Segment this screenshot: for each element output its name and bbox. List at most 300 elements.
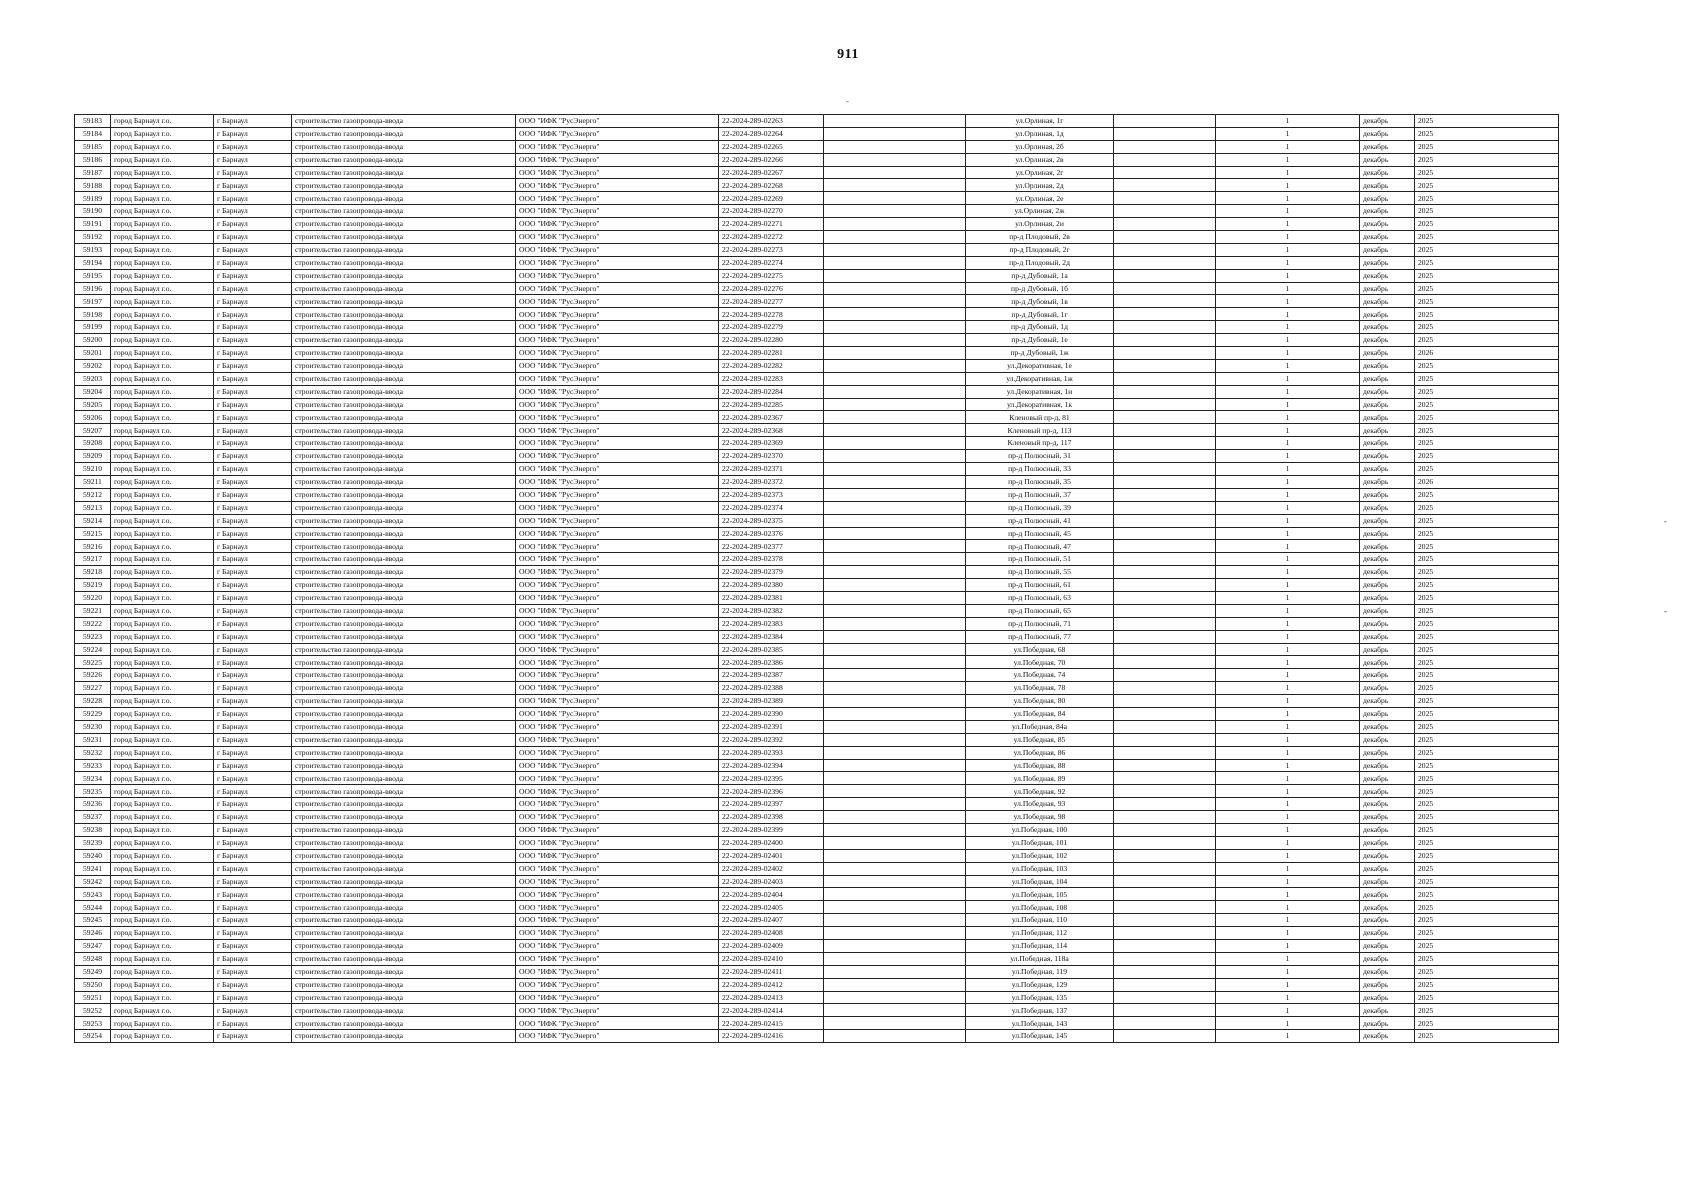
row-code: 22-2024-289-02396 xyxy=(719,785,824,798)
row-address: ул.Победная, 143 xyxy=(966,1017,1114,1030)
row-qty: 1 xyxy=(1216,720,1360,733)
row-qty: 1 xyxy=(1216,811,1360,824)
row-year: 2025 xyxy=(1415,720,1559,733)
row-district: город Барнаул г.о. xyxy=(111,411,214,424)
row-month: декабрь xyxy=(1360,733,1415,746)
row-code: 22-2024-289-02276 xyxy=(719,282,824,295)
row-address: ул.Победная, 114 xyxy=(966,940,1114,953)
row-year: 2025 xyxy=(1415,669,1559,682)
row-company: ООО "ИФК "РусЭнерго" xyxy=(516,153,719,166)
row-empty-cell xyxy=(824,179,966,192)
table-row xyxy=(75,488,1559,501)
row-address: пр-д Полюсный, 45 xyxy=(966,527,1114,540)
row-address: ул.Победная, 74 xyxy=(966,669,1114,682)
row-work: строительство газопровода-ввода xyxy=(292,450,516,463)
row-settlement: г Барнаул xyxy=(214,978,292,991)
table-row xyxy=(75,746,1559,759)
row-code: 22-2024-289-02388 xyxy=(719,682,824,695)
row-id: 59206 xyxy=(75,411,111,424)
row-empty-cell xyxy=(824,965,966,978)
row-month: декабрь xyxy=(1360,991,1415,1004)
table-row xyxy=(75,566,1559,579)
table-row xyxy=(75,604,1559,617)
row-empty-cell xyxy=(1114,965,1216,978)
row-address: ул.Декоративная, 1к xyxy=(966,398,1114,411)
row-code: 22-2024-289-02400 xyxy=(719,836,824,849)
row-empty-cell xyxy=(1114,591,1216,604)
row-empty-cell xyxy=(1114,991,1216,1004)
row-empty-cell xyxy=(1114,140,1216,153)
row-address: ул.Победная, 85 xyxy=(966,733,1114,746)
row-work: строительство газопровода-ввода xyxy=(292,772,516,785)
row-empty-cell xyxy=(824,656,966,669)
row-qty: 1 xyxy=(1216,643,1360,656)
row-district: город Барнаул г.о. xyxy=(111,385,214,398)
row-empty-cell xyxy=(1114,514,1216,527)
row-id: 59215 xyxy=(75,527,111,540)
table-row xyxy=(75,823,1559,836)
table-row xyxy=(75,759,1559,772)
row-code: 22-2024-289-02374 xyxy=(719,501,824,514)
row-qty: 1 xyxy=(1216,772,1360,785)
row-settlement: г Барнаул xyxy=(214,372,292,385)
row-year: 2025 xyxy=(1415,836,1559,849)
row-id: 59197 xyxy=(75,295,111,308)
row-empty-cell xyxy=(824,914,966,927)
row-district: город Барнаул г.о. xyxy=(111,978,214,991)
row-year: 2025 xyxy=(1415,514,1559,527)
row-district: город Барнаул г.о. xyxy=(111,269,214,282)
row-district: город Барнаул г.о. xyxy=(111,591,214,604)
row-settlement: г Барнаул xyxy=(214,785,292,798)
row-address: ул.Победная, 84 xyxy=(966,707,1114,720)
row-id: 59213 xyxy=(75,501,111,514)
row-empty-cell xyxy=(824,759,966,772)
row-company: ООО "ИФК "РусЭнерго" xyxy=(516,347,719,360)
row-qty: 1 xyxy=(1216,952,1360,965)
row-settlement: г Барнаул xyxy=(214,553,292,566)
row-qty: 1 xyxy=(1216,398,1360,411)
row-year: 2025 xyxy=(1415,218,1559,231)
table-row xyxy=(75,347,1559,360)
row-address: пр-д Дубовый, 1а xyxy=(966,269,1114,282)
row-work: строительство газопровода-ввода xyxy=(292,901,516,914)
row-company: ООО "ИФК "РусЭнерго" xyxy=(516,127,719,140)
row-district: город Барнаул г.о. xyxy=(111,398,214,411)
row-code: 22-2024-289-02263 xyxy=(719,115,824,128)
row-code: 22-2024-289-02382 xyxy=(719,604,824,617)
row-company: ООО "ИФК "РусЭнерго" xyxy=(516,695,719,708)
row-qty: 1 xyxy=(1216,540,1360,553)
row-empty-cell xyxy=(1114,540,1216,553)
row-month: декабрь xyxy=(1360,978,1415,991)
row-month: декабрь xyxy=(1360,321,1415,334)
row-address: Кленовый пр-д, 81 xyxy=(966,411,1114,424)
row-address: ул.Победная, 93 xyxy=(966,798,1114,811)
row-district: город Барнаул г.о. xyxy=(111,540,214,553)
row-qty: 1 xyxy=(1216,115,1360,128)
row-month: декабрь xyxy=(1360,140,1415,153)
row-code: 22-2024-289-02278 xyxy=(719,308,824,321)
table-row xyxy=(75,888,1559,901)
row-work: строительство газопровода-ввода xyxy=(292,695,516,708)
row-empty-cell xyxy=(824,166,966,179)
table-row xyxy=(75,424,1559,437)
row-code: 22-2024-289-02380 xyxy=(719,579,824,592)
row-qty: 1 xyxy=(1216,630,1360,643)
row-code: 22-2024-289-02405 xyxy=(719,901,824,914)
row-id: 59184 xyxy=(75,127,111,140)
row-year: 2025 xyxy=(1415,888,1559,901)
row-company: ООО "ИФК "РусЭнерго" xyxy=(516,282,719,295)
row-company: ООО "ИФК "РусЭнерго" xyxy=(516,372,719,385)
row-id: 59196 xyxy=(75,282,111,295)
row-address: пр-д Дубовый, 1ж xyxy=(966,347,1114,360)
row-id: 59243 xyxy=(75,888,111,901)
row-work: строительство газопровода-ввода xyxy=(292,192,516,205)
row-empty-cell xyxy=(824,372,966,385)
row-empty-cell xyxy=(1114,398,1216,411)
row-address: ул.Орлиная, 1д xyxy=(966,127,1114,140)
row-district: город Барнаул г.о. xyxy=(111,347,214,360)
table-row xyxy=(75,308,1559,321)
row-month: декабрь xyxy=(1360,746,1415,759)
row-qty: 1 xyxy=(1216,488,1360,501)
row-qty: 1 xyxy=(1216,682,1360,695)
row-address: ул.Победная, 119 xyxy=(966,965,1114,978)
row-id: 59221 xyxy=(75,604,111,617)
row-district: город Барнаул г.о. xyxy=(111,321,214,334)
row-qty: 1 xyxy=(1216,849,1360,862)
row-id: 59214 xyxy=(75,514,111,527)
row-empty-cell xyxy=(824,1030,966,1043)
table-row xyxy=(75,527,1559,540)
row-year: 2025 xyxy=(1415,604,1559,617)
row-company: ООО "ИФК "РусЭнерго" xyxy=(516,308,719,321)
row-district: город Барнаул г.о. xyxy=(111,914,214,927)
row-year: 2025 xyxy=(1415,385,1559,398)
row-company: ООО "ИФК "РусЭнерго" xyxy=(516,179,719,192)
table-row xyxy=(75,321,1559,334)
row-year: 2025 xyxy=(1415,707,1559,720)
row-month: декабрь xyxy=(1360,372,1415,385)
row-empty-cell xyxy=(824,437,966,450)
table-row xyxy=(75,656,1559,669)
row-month: декабрь xyxy=(1360,823,1415,836)
table-row xyxy=(75,115,1559,128)
row-work: строительство газопровода-ввода xyxy=(292,991,516,1004)
table-row xyxy=(75,720,1559,733)
row-company: ООО "ИФК "РусЭнерго" xyxy=(516,772,719,785)
row-code: 22-2024-289-02280 xyxy=(719,334,824,347)
row-settlement: г Барнаул xyxy=(214,437,292,450)
table-row xyxy=(75,243,1559,256)
row-district: город Барнаул г.о. xyxy=(111,424,214,437)
row-district: город Барнаул г.о. xyxy=(111,862,214,875)
row-code: 22-2024-289-02283 xyxy=(719,372,824,385)
row-year: 2025 xyxy=(1415,991,1559,1004)
row-empty-cell xyxy=(1114,798,1216,811)
row-work: строительство газопровода-ввода xyxy=(292,875,516,888)
row-district: город Барнаул г.о. xyxy=(111,153,214,166)
row-empty-cell xyxy=(824,927,966,940)
row-year: 2025 xyxy=(1415,862,1559,875)
row-district: город Барнаул г.о. xyxy=(111,965,214,978)
row-code: 22-2024-289-02272 xyxy=(719,231,824,244)
row-qty: 1 xyxy=(1216,192,1360,205)
row-month: декабрь xyxy=(1360,888,1415,901)
row-empty-cell xyxy=(1114,475,1216,488)
row-district: город Барнаул г.о. xyxy=(111,553,214,566)
row-empty-cell xyxy=(1114,630,1216,643)
row-work: строительство газопровода-ввода xyxy=(292,682,516,695)
row-id: 59224 xyxy=(75,643,111,656)
row-empty-cell xyxy=(1114,256,1216,269)
row-address: пр-д Полюсный, 61 xyxy=(966,579,1114,592)
row-year: 2025 xyxy=(1415,553,1559,566)
row-address: ул.Орлиная, 2д xyxy=(966,179,1114,192)
row-code: 22-2024-289-02391 xyxy=(719,720,824,733)
row-work: строительство газопровода-ввода xyxy=(292,308,516,321)
row-empty-cell xyxy=(824,940,966,953)
row-empty-cell xyxy=(824,347,966,360)
row-id: 59252 xyxy=(75,1004,111,1017)
row-year: 2025 xyxy=(1415,282,1559,295)
row-work: строительство газопровода-ввода xyxy=(292,527,516,540)
row-qty: 1 xyxy=(1216,347,1360,360)
row-settlement: г Барнаул xyxy=(214,424,292,437)
row-settlement: г Барнаул xyxy=(214,231,292,244)
row-address: пр-д Полюсный, 77 xyxy=(966,630,1114,643)
table-row xyxy=(75,334,1559,347)
row-work: строительство газопровода-ввода xyxy=(292,372,516,385)
row-month: декабрь xyxy=(1360,695,1415,708)
row-address: ул.Орлиная, 2е xyxy=(966,192,1114,205)
row-company: ООО "ИФК "РусЭнерго" xyxy=(516,707,719,720)
row-empty-cell xyxy=(1114,127,1216,140)
row-year: 2025 xyxy=(1415,798,1559,811)
row-work: строительство газопровода-ввода xyxy=(292,888,516,901)
row-year: 2025 xyxy=(1415,785,1559,798)
row-work: строительство газопровода-ввода xyxy=(292,256,516,269)
row-work: строительство газопровода-ввода xyxy=(292,463,516,476)
row-address: ул.Победная, 137 xyxy=(966,1004,1114,1017)
row-district: город Барнаул г.о. xyxy=(111,707,214,720)
row-empty-cell xyxy=(1114,643,1216,656)
row-empty-cell xyxy=(1114,759,1216,772)
row-empty-cell xyxy=(1114,604,1216,617)
row-settlement: г Барнаул xyxy=(214,282,292,295)
row-id: 59235 xyxy=(75,785,111,798)
row-work: строительство газопровода-ввода xyxy=(292,514,516,527)
row-settlement: г Барнаул xyxy=(214,527,292,540)
row-month: декабрь xyxy=(1360,901,1415,914)
table-row xyxy=(75,256,1559,269)
table-row xyxy=(75,179,1559,192)
table-row xyxy=(75,617,1559,630)
row-district: город Барнаул г.о. xyxy=(111,836,214,849)
row-company: ООО "ИФК "РусЭнерго" xyxy=(516,978,719,991)
row-id: 59237 xyxy=(75,811,111,824)
row-address: пр-д Полюсный, 55 xyxy=(966,566,1114,579)
row-year: 2025 xyxy=(1415,321,1559,334)
row-district: город Барнаул г.о. xyxy=(111,630,214,643)
row-empty-cell xyxy=(1114,243,1216,256)
row-year: 2025 xyxy=(1415,759,1559,772)
row-company: ООО "ИФК "РусЭнерго" xyxy=(516,811,719,824)
row-empty-cell xyxy=(824,282,966,295)
row-settlement: г Барнаул xyxy=(214,733,292,746)
row-empty-cell xyxy=(1114,166,1216,179)
row-qty: 1 xyxy=(1216,256,1360,269)
table-row xyxy=(75,591,1559,604)
row-empty-cell xyxy=(1114,411,1216,424)
row-address: пр-д Полюсный, 37 xyxy=(966,488,1114,501)
row-district: город Барнаул г.о. xyxy=(111,1017,214,1030)
row-empty-cell xyxy=(824,385,966,398)
row-address: ул.Победная, 70 xyxy=(966,656,1114,669)
row-empty-cell xyxy=(1114,849,1216,862)
row-settlement: г Барнаул xyxy=(214,514,292,527)
row-empty-cell xyxy=(1114,385,1216,398)
row-empty-cell xyxy=(824,875,966,888)
row-settlement: г Барнаул xyxy=(214,811,292,824)
row-district: город Барнаул г.о. xyxy=(111,359,214,372)
row-month: декабрь xyxy=(1360,218,1415,231)
row-year: 2025 xyxy=(1415,875,1559,888)
row-qty: 1 xyxy=(1216,798,1360,811)
row-year: 2025 xyxy=(1415,501,1559,514)
row-empty-cell xyxy=(824,617,966,630)
row-settlement: г Барнаул xyxy=(214,540,292,553)
row-month: декабрь xyxy=(1360,359,1415,372)
row-empty-cell xyxy=(824,140,966,153)
row-settlement: г Барнаул xyxy=(214,566,292,579)
row-work: строительство газопровода-ввода xyxy=(292,411,516,424)
row-year: 2025 xyxy=(1415,295,1559,308)
row-year: 2025 xyxy=(1415,527,1559,540)
row-year: 2025 xyxy=(1415,1017,1559,1030)
row-address: ул.Орлиная, 1г xyxy=(966,115,1114,128)
row-month: декабрь xyxy=(1360,553,1415,566)
row-empty-cell xyxy=(824,991,966,1004)
row-company: ООО "ИФК "РусЭнерго" xyxy=(516,965,719,978)
row-id: 59193 xyxy=(75,243,111,256)
row-settlement: г Барнаул xyxy=(214,952,292,965)
row-district: город Барнаул г.о. xyxy=(111,669,214,682)
row-qty: 1 xyxy=(1216,127,1360,140)
row-district: город Барнаул г.о. xyxy=(111,991,214,1004)
row-district: город Барнаул г.о. xyxy=(111,772,214,785)
row-empty-cell xyxy=(1114,1004,1216,1017)
row-qty: 1 xyxy=(1216,424,1360,437)
table-row xyxy=(75,501,1559,514)
row-empty-cell xyxy=(824,604,966,617)
row-code: 22-2024-289-02384 xyxy=(719,630,824,643)
row-empty-cell xyxy=(824,501,966,514)
row-work: строительство газопровода-ввода xyxy=(292,811,516,824)
row-month: декабрь xyxy=(1360,965,1415,978)
row-empty-cell xyxy=(824,823,966,836)
row-code: 22-2024-289-02397 xyxy=(719,798,824,811)
row-code: 22-2024-289-02386 xyxy=(719,656,824,669)
row-empty-cell xyxy=(824,669,966,682)
row-district: город Барнаул г.о. xyxy=(111,746,214,759)
row-month: декабрь xyxy=(1360,630,1415,643)
row-district: город Барнаул г.о. xyxy=(111,656,214,669)
row-code: 22-2024-289-02378 xyxy=(719,553,824,566)
row-qty: 1 xyxy=(1216,321,1360,334)
row-qty: 1 xyxy=(1216,579,1360,592)
row-empty-cell xyxy=(1114,359,1216,372)
row-settlement: г Барнаул xyxy=(214,192,292,205)
row-id: 59244 xyxy=(75,901,111,914)
row-id: 59246 xyxy=(75,927,111,940)
row-company: ООО "ИФК "РусЭнерго" xyxy=(516,888,719,901)
row-address: ул.Победная, 102 xyxy=(966,849,1114,862)
row-qty: 1 xyxy=(1216,218,1360,231)
row-empty-cell xyxy=(824,579,966,592)
row-code: 22-2024-289-02383 xyxy=(719,617,824,630)
row-company: ООО "ИФК "РусЭнерго" xyxy=(516,591,719,604)
scan-mark: - xyxy=(846,96,849,106)
row-settlement: г Барнаул xyxy=(214,617,292,630)
row-empty-cell xyxy=(1114,450,1216,463)
row-id: 59200 xyxy=(75,334,111,347)
row-id: 59241 xyxy=(75,862,111,875)
row-company: ООО "ИФК "РусЭнерго" xyxy=(516,1004,719,1017)
table-row xyxy=(75,127,1559,140)
row-company: ООО "ИФК "РусЭнерго" xyxy=(516,398,719,411)
row-work: строительство газопровода-ввода xyxy=(292,385,516,398)
row-year: 2025 xyxy=(1415,411,1559,424)
row-address: пр-д Плодовый, 2д xyxy=(966,256,1114,269)
row-year: 2025 xyxy=(1415,308,1559,321)
row-address: ул.Победная, 68 xyxy=(966,643,1114,656)
row-empty-cell xyxy=(1114,695,1216,708)
row-address: ул.Победная, 80 xyxy=(966,695,1114,708)
row-address: пр-д Полюсный, 39 xyxy=(966,501,1114,514)
table-row xyxy=(75,514,1559,527)
row-empty-cell xyxy=(824,553,966,566)
row-settlement: г Барнаул xyxy=(214,707,292,720)
table-row xyxy=(75,952,1559,965)
row-month: декабрь xyxy=(1360,385,1415,398)
row-month: декабрь xyxy=(1360,269,1415,282)
row-work: строительство газопровода-ввода xyxy=(292,1030,516,1043)
row-company: ООО "ИФК "РусЭнерго" xyxy=(516,914,719,927)
row-company: ООО "ИФК "РусЭнерго" xyxy=(516,385,719,398)
row-work: строительство газопровода-ввода xyxy=(292,218,516,231)
row-settlement: г Барнаул xyxy=(214,823,292,836)
row-empty-cell xyxy=(1114,720,1216,733)
row-year: 2025 xyxy=(1415,682,1559,695)
row-qty: 1 xyxy=(1216,308,1360,321)
row-company: ООО "ИФК "РусЭнерго" xyxy=(516,218,719,231)
table-row xyxy=(75,875,1559,888)
row-id: 59245 xyxy=(75,914,111,927)
row-code: 22-2024-289-02398 xyxy=(719,811,824,824)
row-id: 59207 xyxy=(75,424,111,437)
row-month: декабрь xyxy=(1360,1017,1415,1030)
row-empty-cell xyxy=(824,463,966,476)
row-settlement: г Барнаул xyxy=(214,153,292,166)
row-settlement: г Барнаул xyxy=(214,630,292,643)
row-work: строительство газопровода-ввода xyxy=(292,437,516,450)
row-settlement: г Барнаул xyxy=(214,140,292,153)
row-code: 22-2024-289-02402 xyxy=(719,862,824,875)
row-settlement: г Барнаул xyxy=(214,179,292,192)
